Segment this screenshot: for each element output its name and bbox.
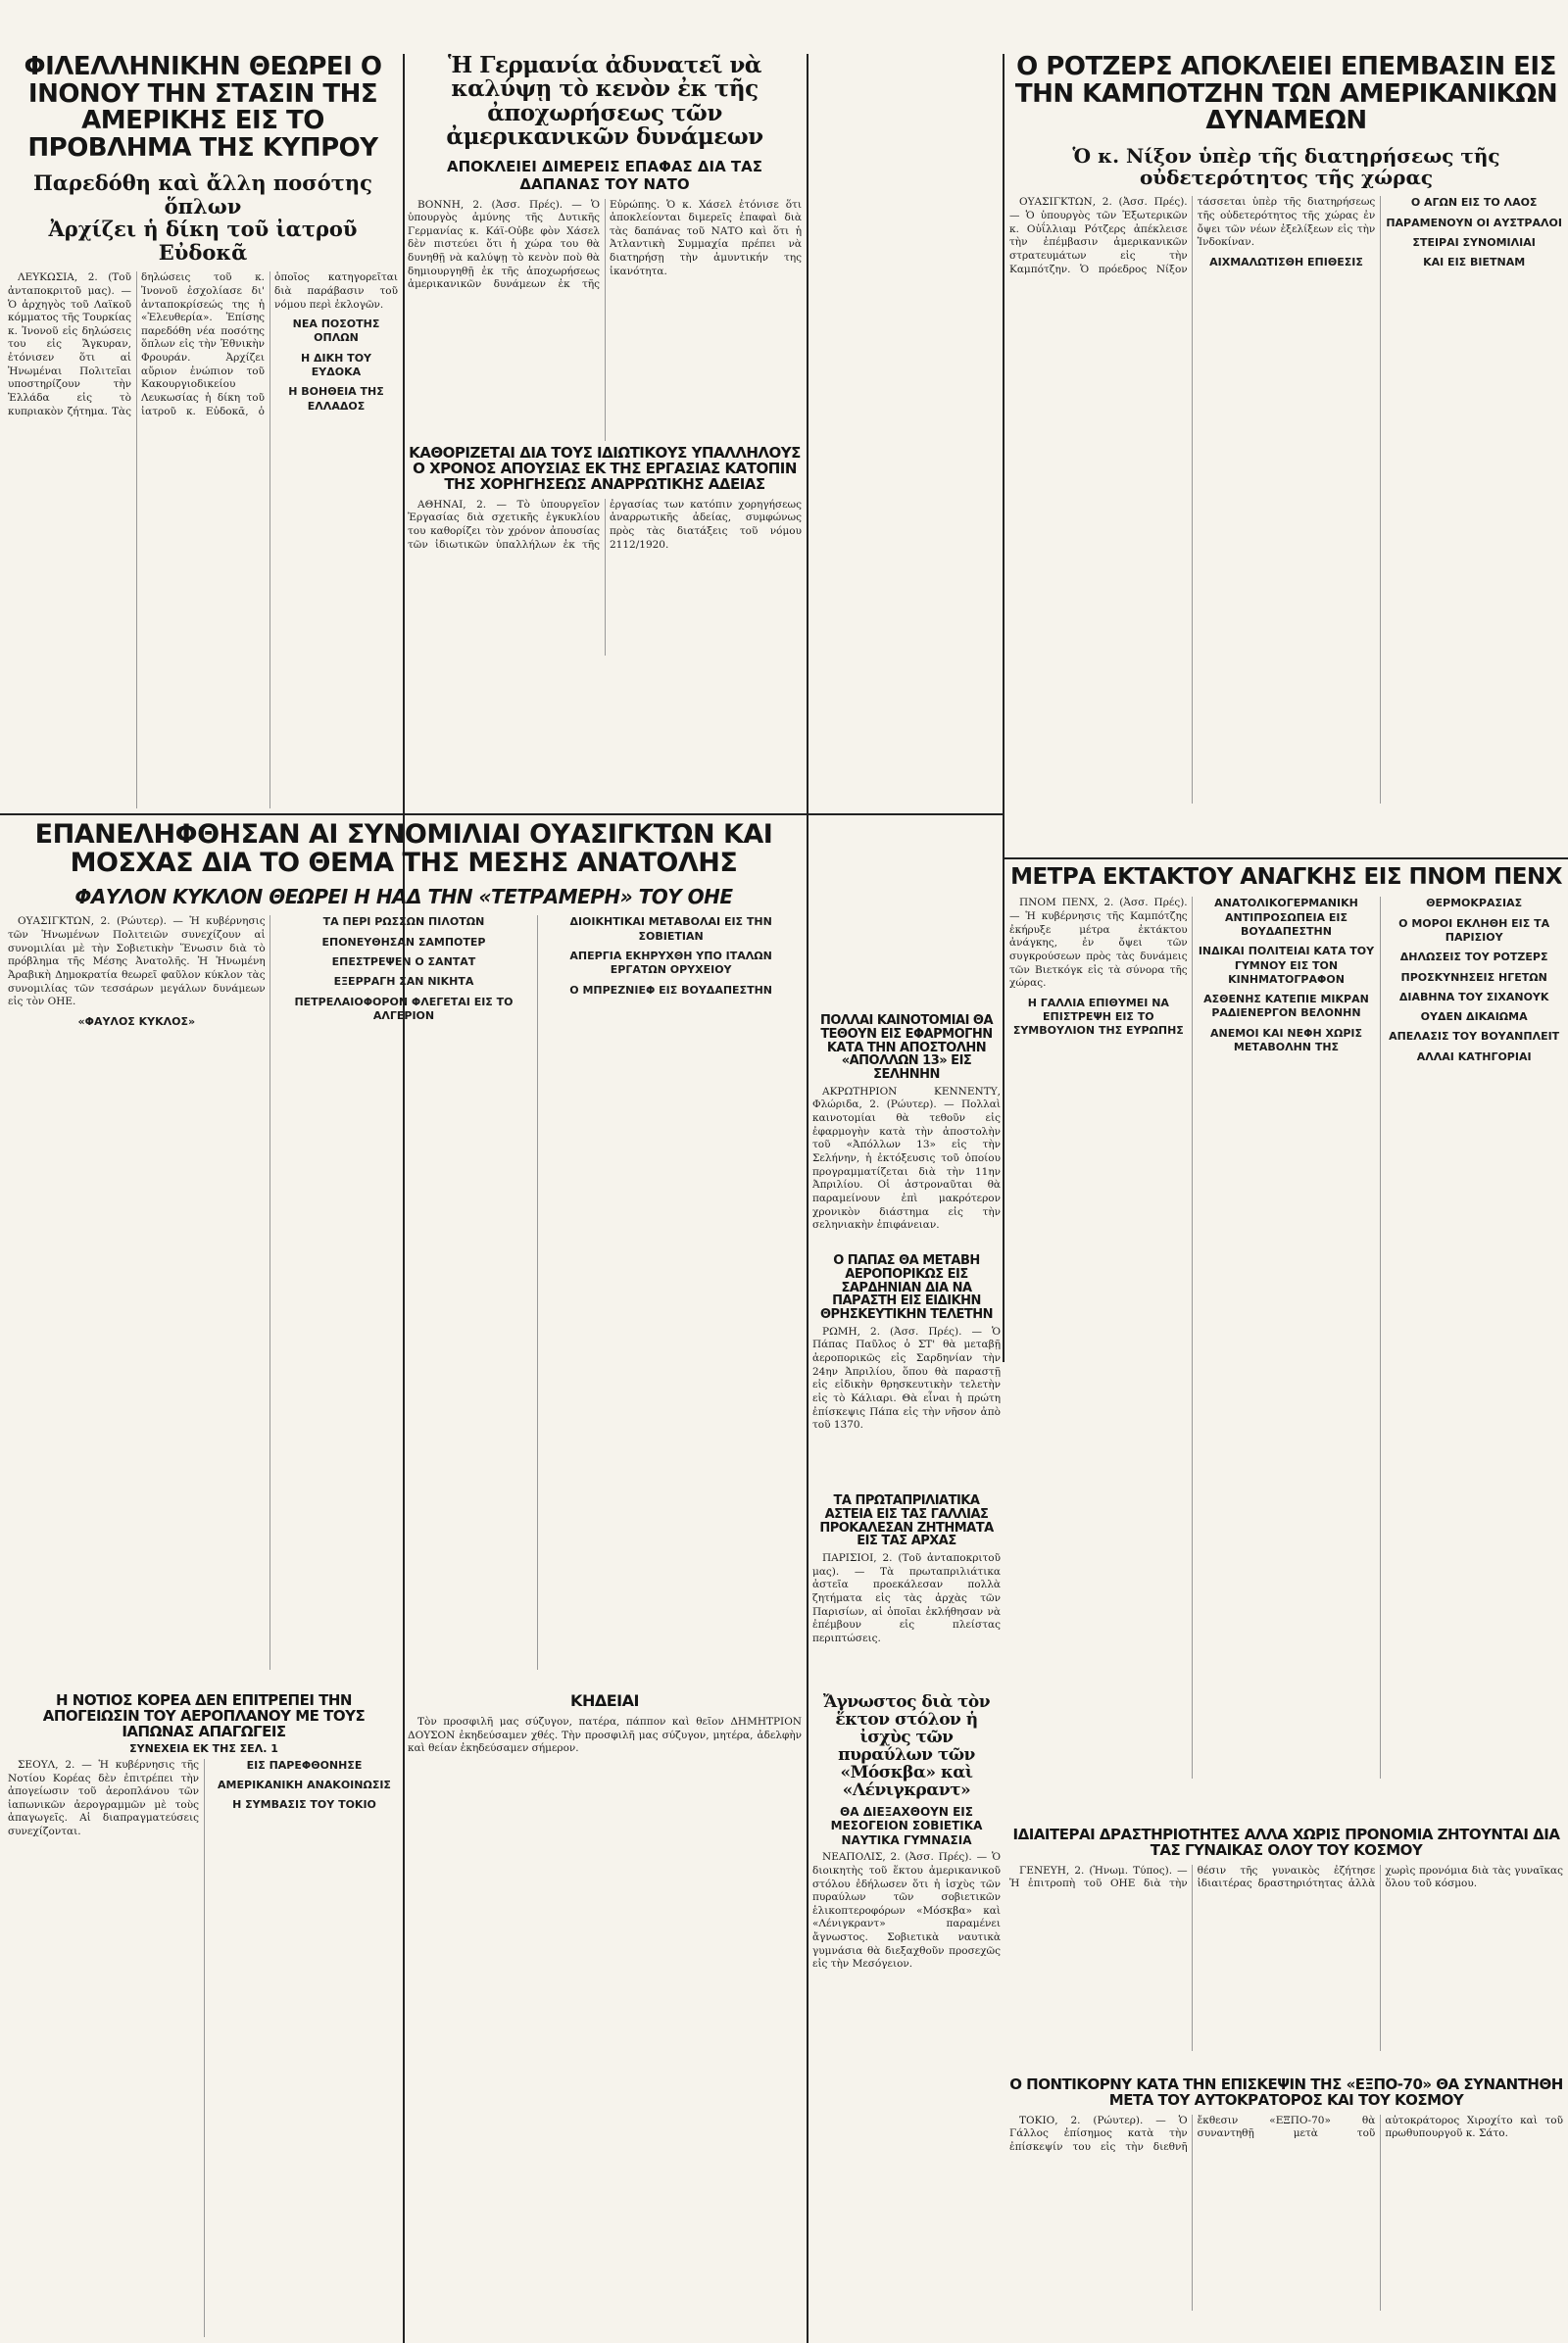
section-heading: ΔΙΑΒΗΝΑ ΤΟΥ ΣΙΧΑΝΟΥΚ bbox=[1398, 990, 1549, 1003]
paragraph: ΛΕΥΚΩΣΙΑ, 2. (Τοῦ ἀνταποκριτοῦ μας). — Ὁ ἀρχηγὸς τοῦ Λαϊκοῦ κόμματος τῆς Τουρκίας κ. Ἰνονοῦ εἰς δηλώσεις του εἰς Ἄγκυραν, ἐτόνισεν ὅτι αἱ Ἡνωμέναι Πολιτεῖαι υποστηρίζουν τὴν Ἑλλάδα εἰς τὸ κυπριακὸν ζήτημα. Τὰς δηλώσεις τοῦ κ. Ἰνονοῦ ἐσχολίασε δι' ἀνταποκρίσεώς της ἡ «Ἐλευθερία». Ἐπίσης παρεδόθη νέα ποσότης ὅπλων εἰς τὴν Ἐθνικὴν Φρουράν. Ἀρχίζει αὔριον ἐνώπιον τοῦ Κακουργιοδικείου Λευκωσίας ἡ δίκη τοῦ ἰατροῦ κ. Εὐδοκᾶ, ὁ ὁποῖος κατηγορεῖται διὰ παράβασιν τοῦ νόμου περὶ ἐκλογῶν. bbox=[8, 271, 398, 417]
headline: Ο ΠΑΠΑΣ ΘΑ ΜΕΤΑΒΗ ΑΕΡΟΠΟΡΙΚΩΣ ΕΙΣ ΣΑΡΔΗΝΙΑΝ ΔΙΑ ΝΑ ΠΑΡΑΣΤΗ ΕΙΣ ΕΙΔΙΚΗΝ ΘΡΗΣΚΕΥΤΙΚΗΝ ΤΕΛΕΤΗΝ bbox=[819, 1254, 994, 1323]
subheadline: Ὁ κ. Νίξον ὑπὲρ τῆς διατηρήσεως τῆς οὐδετερότητος τῆς χώρας bbox=[1072, 143, 1500, 190]
article-pope bbox=[812, 1254, 1001, 1489]
section-heading: ΑΛΛΑΙ ΚΑΤΗΓΟΡΙΑΙ bbox=[1416, 1049, 1532, 1063]
paragraph: ΠΑΡΙΣΙΟΙ, 2. (Τοῦ ἀνταποκριτοῦ μας). — Τὰ πρωταπριλιάτικα ἀστεῖα προεκάλεσαν πολλὰ ζητήματα εἰς τὰς ἀρχὰς τῶν Παρισίων, αἱ ὁποῖαι ἐκλήθησαν νὰ ἐπέμβουν εἰς πλείστας περιπτώσεις. bbox=[812, 1552, 1001, 1644]
section-heading: ΕΠΕΣΤΡΕΨΕΝ Ο ΣΑΝΤΑΤ bbox=[331, 955, 476, 968]
paragraph: ΓΕΝΕΥΗ, 2. (Ἡνωμ. Τύπος). — Ἡ ἐπιτροπὴ τοῦ ΟΗΕ διὰ τὴν θέσιν τῆς γυναικὸς ἐζήτησε ἰδιαιτέρας δραστηριότητας ἀλλὰ χωρὶς προνόμια διὰ τὰς γυναῖκας ὅλου τοῦ κόσμου. bbox=[1009, 1864, 1563, 1890]
section-heading: ΣΤΕΙΡΑΙ ΣΥΝΟΜΙΛΙΑΙ bbox=[1412, 236, 1536, 250]
paragraph: ΤΟΚΙΟ, 2. (Ρώυτερ). — Ὁ Γάλλος ἐπίσημος κατὰ τὴν ἐπίσκεψίν του εἰς τὴν διεθνῆ ἔκθεσιν «ΕΞΠΟ-70» θὰ συναντηθῇ μετὰ τοῦ αὐτοκράτορος Χιροχίτο καὶ τοῦ πρωθυπουργοῦ κ. Σάτο. bbox=[1009, 2114, 1563, 2154]
article-body bbox=[8, 1759, 400, 2337]
article-korea bbox=[8, 1693, 400, 2338]
headline: ΚΑΘΟΡΙΖΕΤΑΙ ΔΙΑ ΤΟΥΣ ΙΔΙΩΤΙΚΟΥΣ ΥΠΑΛΛΗΛΟΥΣ Ο ΧΡΟΝΟΣ ΑΠΟΥΣΙΑΣ ΕΚ ΤΗΣ ΕΡΓΑΣΙΑΣ ΚΑΤΟΠΙΝ ΤΗΣ ΧΟΡΗΓΗΣΕΩΣ ΑΝΑΡΡΩΤΙΚΗΣ ΑΔΕΙΑΣ bbox=[409, 446, 801, 493]
section-rule bbox=[1003, 857, 1568, 859]
section-heading: Ο ΑΓΩΝ ΕΙΣ ΤΟ ΛΑΟΣ bbox=[1410, 196, 1538, 210]
subheadline: ΦΑΥΛΟΝ ΚΥΚΛΟΝ ΘΕΩΡΕΙ Η ΗΑΔ ΤΗΝ «ΤΕΤΡΑΜΕΡΗ» ΤΟΥ ΟΗΕ bbox=[74, 885, 733, 909]
article-cyprus bbox=[8, 54, 398, 808]
section-heading: ΕΙΣ ΠΑΡΕΦΘΟΝΗΣΕ bbox=[246, 1758, 363, 1772]
paragraph: ΟΥΑΣΙΓΚΤΩΝ, 2. (Ρώυτερ). — Ἡ κυβέρνησις τῶν Ἡνωμένων Πολιτειῶν συνεχίζουν αἱ συνομιλίαι μὲ τὴν Σοβιετικὴν Ἕνωσιν διὰ τὸ πρόβλημα τῆς Μέσης Ἀνατολῆς. Ἡ Ἡνωμένη Ἀραβικὴ Δημοκρατία θεωρεῖ φαῦλον κύκλον τὰς συνομιλίας τῶν τεσσάρων μεγάλων δυνάμεων εἰς τὸν ΟΗΕ. bbox=[8, 915, 266, 1008]
section-heading: ΠΕΤΡΕΛΑΙΟΦΟΡΟΝ ΦΛΕΓΕΤΑΙ ΕΙΣ ΤΟ ΑΛΓΕΡΙΟΝ bbox=[294, 995, 514, 1022]
paragraph: ΑΚΡΩΤΗΡΙΟΝ ΚΕΝΝΕΝΤΥ, Φλώριδα, 2. (Ρώυτερ). — Πολλαὶ καινοτομίαι θὰ τεθοῦν εἰς ἐφαρμογὴν κατὰ τὴν ἀποστολὴν τοῦ «Ἀπόλλων 13» εἰς τὴν Σελήνην, ἡ ἐκτόξευσις τοῦ ὁποίου προγραμματίζεται διὰ τὴν 11ην Ἀπριλίου. Οἱ ἀστροναῦται θὰ παραμείνουν ἐπὶ μακρότερον χρονικὸν διάστημα εἰς τὴν σεληνιακὴν ἐπιφάνειαν. bbox=[812, 1085, 1001, 1232]
section-heading: ΑΠΕΡΓΙΑ ΕΚΗΡΥΧΘΗ ΥΠΟ ΙΤΑΛΩΝ ΕΡΓΑΤΩΝ ΟΡΥΧΕΙΟΥ bbox=[569, 950, 772, 977]
paragraph: ΠΝΟΜ ΠΕΝΧ, 2. (Ἀσσ. Πρές). — Ἡ κυβέρνησις τῆς Καμπότζης ἐκήρυξε μέτρα ἐκτάκτου ἀνάγκης, ἐν ὄψει τῶν συγκρούσεων πρὸς τὰς δυνάμεις τῶν Βιετκόγκ εἰς τὰ σύνορα τῆς χώρας. bbox=[1009, 897, 1188, 990]
section-heading: ΠΡΟΣΚΥΝΗΣΕΙΣ ΗΓΕΤΩΝ bbox=[1400, 970, 1547, 984]
article-rogers bbox=[1009, 54, 1563, 853]
headline: ΙΔΙΑΙΤΕΡΑΙ ΔΡΑΣΤΗΡΙΟΤΗΤΕΣ ΑΛΛΑ ΧΩΡΙΣ ΠΡΟΝΟΜΙΑ ΖΗΤΟΥΝΤΑΙ ΔΙΑ ΤΑΣ ΓΥΝΑΙΚΑΣ ΟΛΟΥ ΤΟΥ ΚΟΣΜΟΥ bbox=[1012, 1828, 1560, 1859]
article-body bbox=[408, 1716, 802, 1756]
section-heading: ΙΝΔΙΚΑΙ ΠΟΛΙΤΕΙΑΙ ΚΑΤΑ ΤΟΥ ΓΥΜΝΟΥ ΕΙΣ ΤΟΝ ΚΙΝΗΜΑΤΟΓΡΑΦΟΝ bbox=[1198, 945, 1375, 986]
section-rule bbox=[0, 813, 1003, 815]
article-body bbox=[8, 915, 800, 1670]
article-body bbox=[812, 1326, 1001, 1433]
section-heading: ΔΗΛΩΣΕΙΣ ΤΟΥ ΡΟΤΖΕΡΣ bbox=[1399, 951, 1548, 964]
article-notices bbox=[408, 1693, 802, 2338]
headline: ΜΕΤΡΑ ΕΚΤΑΚΤΟΥ ΑΝΑΓΚΗΣ ΕΙΣ ΠΝΟΜ ΠΕΝΧ bbox=[1010, 865, 1562, 890]
headline: Ο ΠΟΝΤΙΚΟΡΝΥ ΚΑΤΑ ΤΗΝ ΕΠΙΣΚΕΨΙΝ ΤΗΣ «ΕΞΠΟ-70» ΘΑ ΣΥΝΑΝΤΗΘΗ ΜΕΤΑ ΤΟΥ ΑΥΤΟΚΡΑΤΟΡΟΣ ΚΑΙ ΤΟΥ ΚΟΣΜΟΥ bbox=[1009, 2077, 1563, 2109]
section-heading: Ο ΜΠΡΕΖΝΙΕΦ ΕΙΣ ΒΟΥΔΑΠΕΣΤΗΝ bbox=[569, 983, 772, 997]
section-heading: ΔΙΟΙΚΗΤΙΚΑΙ ΜΕΤΑΒΟΛΑΙ ΕΙΣ ΤΗΝ ΣΟΒΙΕΤΙΑΝ bbox=[569, 915, 772, 943]
section-heading: «ΦΑΥΛΟΣ ΚΥΚΛΟΣ» bbox=[77, 1014, 196, 1028]
headline: Ο ΡΟΤΖΕΡΣ ΑΠΟΚΛΕΙΕΙ ΕΠΕΜΒΑΣΙΝ ΕΙΣ ΤΗΝ ΚΑΜΠΟΤΖΗΝ ΤΩΝ ΑΜΕΡΙΚΑΝΙΚΩΝ ΔΥΝΑΜΕΩΝ bbox=[1014, 54, 1558, 136]
section-heading: ΑΙΧΜΑΛΩΤΙΣΘΗ ΕΠΙΘΕΣΙΣ bbox=[1209, 255, 1363, 268]
article-germany bbox=[408, 54, 802, 441]
paragraph: ΡΩΜΗ, 2. (Ἀσσ. Πρές). — Ὁ Πάπας Παῦλος ὁ ΣΤ' θὰ μεταβῇ ἀεροπορικῶς εἰς Σαρδηνίαν τὴν 24ην Ἀπριλίου, ὅπου θὰ παραστῇ εἰς εἰδικὴν θρησκευτικὴν τελετὴν εἰς τὸ Κάλιαρι. Θὰ εἶναι ἡ πρώτη ἐπίσκεψις Πάπα εἰς τὴν νῆσον ἀπὸ τοῦ 1370. bbox=[812, 1325, 1001, 1432]
subheadline: ΑΠΟΚΛΕΙΕΙ ΔΙΜΕΡΕΙΣ ΕΠΑΦΑΣ ΔΙΑ ΤΑΣ ΔΑΠΑΝΑΣ ΤΟΥ ΝΑΤΟ bbox=[446, 157, 763, 193]
article-apollo bbox=[812, 1014, 1001, 1249]
article-body bbox=[1009, 897, 1563, 1779]
article-body bbox=[1009, 196, 1563, 804]
article-fleet bbox=[812, 1693, 1001, 2338]
column-rule bbox=[807, 54, 808, 2343]
headline: ΠΟΛΛΑΙ ΚΑΙΝΟΤΟΜΙΑΙ ΘΑ ΤΕΘΟΥΝ ΕΙΣ ΕΦΑΡΜΟΓΗΝ ΚΑΤΑ ΤΗΝ ΑΠΟΣΤΟΛΗΝ «ΑΠΟΛΛΩΝ 13» ΕΙΣ ΣΕΛΗΝΗΝ bbox=[819, 1014, 994, 1083]
article-body bbox=[812, 1086, 1001, 1233]
paragraph: Τὸν προσφιλῆ μας σύζυγον, πατέρα, πάππον καὶ θεῖον ΔΗΜΗΤΡΙΟΝ ΔΟΥΣΟΝ ἐκηδεύσαμεν χθές. Τὴν προσφιλῆ μας σύζυγον, μητέρα, ἀδελφὴν καὶ θείαν ἐκηδεύσαμεν σήμερον. bbox=[408, 1715, 802, 1755]
section-heading: ΤΑ ΠΕΡΙ ΡΩΣΣΩΝ ΠΙΛΟΤΩΝ bbox=[322, 915, 485, 929]
subheadline: Παρεδόθη καὶ ἄλλη ποσότης ὅπλων bbox=[33, 171, 372, 219]
section-heading: ΕΠΟΝΕΥΘΗΣΑΝ ΣΑΜΠΟΤΕΡ bbox=[321, 935, 486, 949]
section-heading: Η ΓΑΛΛΙΑ ΕΠΙΘΥΜΕΙ ΝΑ ΕΠΙΣΤΡΕΨΗ ΕΙΣ ΤΟ ΣΥΜΒΟΥΛΙΟΝ ΤΗΣ ΕΥΡΩΠΗΣ bbox=[1012, 996, 1184, 1038]
section-heading: ΟΥΔΕΝ ΔΙΚΑΙΩΜΑ bbox=[1420, 1010, 1528, 1024]
section-heading: ΑΝΑΤΟΛΙΚΟΓΕΡΜΑΝΙΚΗ ΑΝΤΙΠΡΟΣΩΠΕΙΑ ΕΙΣ ΒΟΥΔΑΠΕΣΤΗΝ bbox=[1214, 897, 1358, 938]
section-heading: ΕΞΕΡΡΑΓΗ ΣΑΝ ΝΙΚΗΤΑ bbox=[333, 975, 474, 989]
article-body bbox=[8, 271, 398, 808]
paragraph: ΑΘΗΝΑΙ, 2. — Τὸ ὑπουργεῖον Ἐργασίας διὰ σχετικῆς ἐγκυκλίου του καθορίζει τὸν χρόνον ἀπουσίας τῶν ἰδιωτικῶν ὑπαλλήλων ἐκ τῆς ἐργασίας των κατόπιν χορηγήσεως ἀναρρωτικῆς ἀδείας, συμφώνως πρὸς τὰς διατάξεις τοῦ νόμου 2112/1920. bbox=[408, 498, 802, 551]
section-heading: ΑΝΕΜΟΙ ΚΑΙ ΝΕΦΗ ΧΩΡΙΣ ΜΕΤΑΒΟΛΗΝ ΤΗΣ ΘΕΡΜΟΚΡΑΣΙΑΣ bbox=[1209, 897, 1523, 1054]
paragraph: ΟΥΑΣΙΓΚΤΩΝ, 2. (Ἀσσ. Πρές). — Ὁ ὑπουργὸς τῶν Ἐξωτερικῶν κ. Οὐΐλλιαμ Ρότζερς ἀπέκλεισε τὴν ἐπέμβασιν ἀμερικανικῶν στρατευμάτων εἰς τὴν Καμπότζην. Ὁ πρόεδρος Νίξον τάσσεται ὑπὲρ τῆς διατηρήσεως τῆς οὐδετερότητος τῆς χώρας ἐν ὄψει τῶν νέων ἐξελίξεων εἰς τὴν Ἰνδοκίναν. bbox=[1009, 196, 1376, 275]
subheadline: Ἀρχίζει ἡ δίκη τοῦ ἰατροῦ Εὐδοκᾶ bbox=[48, 217, 358, 265]
section-heading: ΑΜΕΡΙΚΑΝΙΚΗ ΑΝΑΚΟΙΝΩΣΙΣ bbox=[218, 1779, 391, 1792]
article-expo bbox=[1009, 2077, 1563, 2338]
article-talks bbox=[8, 821, 800, 1684]
headline: ΕΠΑΝΕΛΗΦΘΗΣΑΝ ΑΙ ΣΥΝΟΜΙΛΙΑΙ ΟΥΑΣΙΓΚΤΩΝ ΚΑΙ ΜΟΣΧΑΣ ΔΙΑ ΤΟ ΘΕΜΑ ΤΗΣ ΜΕΣΗΣ ΑΝΑΤΟΛΗΣ bbox=[34, 821, 773, 878]
column-rule bbox=[1003, 54, 1004, 1362]
headline: Ἄγνωστος διὰ τὸν ἕκτον στόλον ἡ ἰσχὺς τῶν πυραύλων τῶν «Μόσκβα» καὶ «Λένιγκραντ» bbox=[822, 1693, 991, 1801]
section-heading: ΚΑΙ ΕΙΣ ΒΙΕΤΝΑΜ bbox=[1423, 256, 1526, 269]
paragraph: ΒΟΝΝΗ, 2. (Ἀσσ. Πρές). — Ὁ ὑπουργὸς ἀμύνης τῆς Δυτικῆς Γερμανίας κ. Κάϊ-Οὐβε φὸν Χάσελ δὲν πιστεύει ὅτι ἡ χώρα του θὰ δυνηθῇ νὰ καλύψῃ τὸ κενὸν ποὺ θὰ δημιουργηθῇ ἐκ τῆς ἀποχωρήσεως ἀμερικανικῶν δυνάμεων ἐκ τῆς Εὐρώπης. Ὁ κ. Χάσελ ἐτόνισε ὅτι ἀποκλείονται διμερεῖς ἐπαφαὶ διὰ τὰς δαπάνας τοῦ ΝΑΤΟ καὶ ὅτι ἡ Ἀτλαντικὴ Συμμαχία πρέπει νὰ διατηρήσῃ τὴν ἀμυντικήν της ἱκανότητα. bbox=[408, 198, 802, 291]
paragraph: ΣΕΟΥΛ, 2. — Ἡ κυβέρνησις τῆς Νοτίου Κορέας δὲν ἐπιτρέπει τὴν ἀπογείωσιν τοῦ ἀεροπλάνου τῶν ἰαπωνικῶν ἀερογραμμῶν μὲ τοὺς ἀπαγωγεῖς. Αἱ διαπραγματεύσεις συνεχίζονται. bbox=[8, 1758, 199, 1838]
section-heading: ΝΕΑ ΠΟΣΟΤΗΣ ΟΠΛΩΝ bbox=[292, 317, 380, 345]
continuation-note: ΣΥΝΕΧΕΙΑ ΕΚ ΤΗΣ ΣΕΛ. 1 bbox=[129, 1741, 278, 1755]
article-body bbox=[812, 1851, 1001, 1972]
section-heading: ΑΣΘΕΝΗΣ ΚΑΤΕΠΙΕ ΜΙΚΡΑΝ ΡΑΔΙΕΝΕΡΓΟΝ ΒΕΛΟΝΗΝ bbox=[1203, 993, 1369, 1020]
headline: Η ΝΟΤΙΟΣ ΚΟΡΕΑ ΔΕΝ ΕΠΙΤΡΕΠΕΙ ΤΗΝ ΑΠΟΓΕΙΩΣΙΝ ΤΟΥ ΑΕΡΟΠΛΑΝΟΥ ΜΕ ΤΟΥΣ ΙΑΠΩΝΑΣ ΑΠΑΓΩΓΕΙΣ bbox=[42, 1693, 366, 1740]
article-employees bbox=[408, 446, 802, 676]
paragraph: ΝΕΑΠΟΛΙΣ, 2. (Ἀσσ. Πρές). — Ὁ διοικητὴς τοῦ ἕκτου ἀμερικανικοῦ στόλου ἐδήλωσεν ὅτι ἡ ἰσχὺς τῶν πυραύλων τῶν σοβιετικῶν ἑλικοπτεροφόρων «Μόσκβα» καὶ «Λένιγκραντ» παραμένει ἄγνωστος. Σοβιετικὰ ναυτικὰ γυμνάσια θὰ διεξαχθοῦν προσεχῶς εἰς τὴν Μεσόγειον. bbox=[812, 1851, 1001, 1971]
section-heading: Η ΔΙΚΗ ΤΟΥ ΕΥΔΟΚΑ bbox=[300, 351, 372, 379]
headline: ΤΑ ΠΡΩΤΑΠΡΙΛΙΑΤΙΚΑ ΑΣΤΕΙΑ ΕΙΣ ΤΑΣ ΓΑΛΛΙΑΣ ΠΡΟΚΑΛΕΣΑΝ ΖΗΤΗΜΑΤΑ ΕΙΣ ΤΑΣ ΑΡΧΑΣ bbox=[819, 1494, 994, 1549]
section-heading: Η ΣΥΜΒΑΣΙΣ ΤΟΥ ΤΟΚΙΟ bbox=[232, 1798, 376, 1812]
article-april-fools bbox=[812, 1494, 1001, 1690]
headline: ΚΗΔΕΙΑΙ bbox=[570, 1693, 639, 1710]
article-body bbox=[408, 499, 802, 656]
article-body bbox=[1009, 2115, 1563, 2311]
article-women bbox=[1009, 1828, 1563, 2073]
article-body bbox=[408, 199, 802, 442]
headline: ΦΙΛΕΛΛΗΝΙΚΗΝ ΘΕΩΡΕΙ Ο ΙΝΟΝΟΥ ΤΗΝ ΣΤΑΣΙΝ ΤΗΣ ΑΜΕΡΙΚΗΣ ΕΙΣ ΤΟ ΠΡΟΒΛΗΜΑ ΤΗΣ ΚΥΠΡΟΥ bbox=[24, 54, 382, 163]
section-heading: ΠΑΡΑΜΕΝΟΥΝ ΟΙ ΑΥΣΤΡΑΛΟΙ bbox=[1386, 216, 1562, 229]
section-heading: Ο ΜΟΡΟΙ ΕΚΛΗΘΗ ΕΙΣ ΤΑ ΠΑΡΙΣΙΟΥ bbox=[1398, 916, 1550, 944]
section-heading: Η ΒΟΗΘΕΙΑ ΤΗΣ ΕΛΛΑΔΟΣ bbox=[288, 385, 384, 413]
article-body bbox=[812, 1552, 1001, 1645]
subheadline: ΘΑ ΔΙΕΞΑΧΘΟΥΝ ΕΙΣ ΜΕΣΟΓΕΙΟΝ ΣΟΒΙΕΤΙΚΑ ΝΑΥΤΙΚΑ ΓΥΜΝΑΣΙΑ bbox=[830, 1805, 983, 1847]
section-heading: ΑΠΕΛΑΣΙΣ ΤΟΥ ΒΟΥΑΝΠΛΕΙΤ bbox=[1389, 1030, 1560, 1044]
article-body bbox=[1009, 1865, 1563, 2051]
headline: Ἡ Γερμανία ἀδυνατεῖ νὰ καλύψῃ τὸ κενὸν ἐκ τῆς ἀποχωρήσεως τῶν ἀμερικανικῶν δυνάμεων bbox=[446, 54, 763, 151]
article-cambodia bbox=[1009, 865, 1563, 1821]
